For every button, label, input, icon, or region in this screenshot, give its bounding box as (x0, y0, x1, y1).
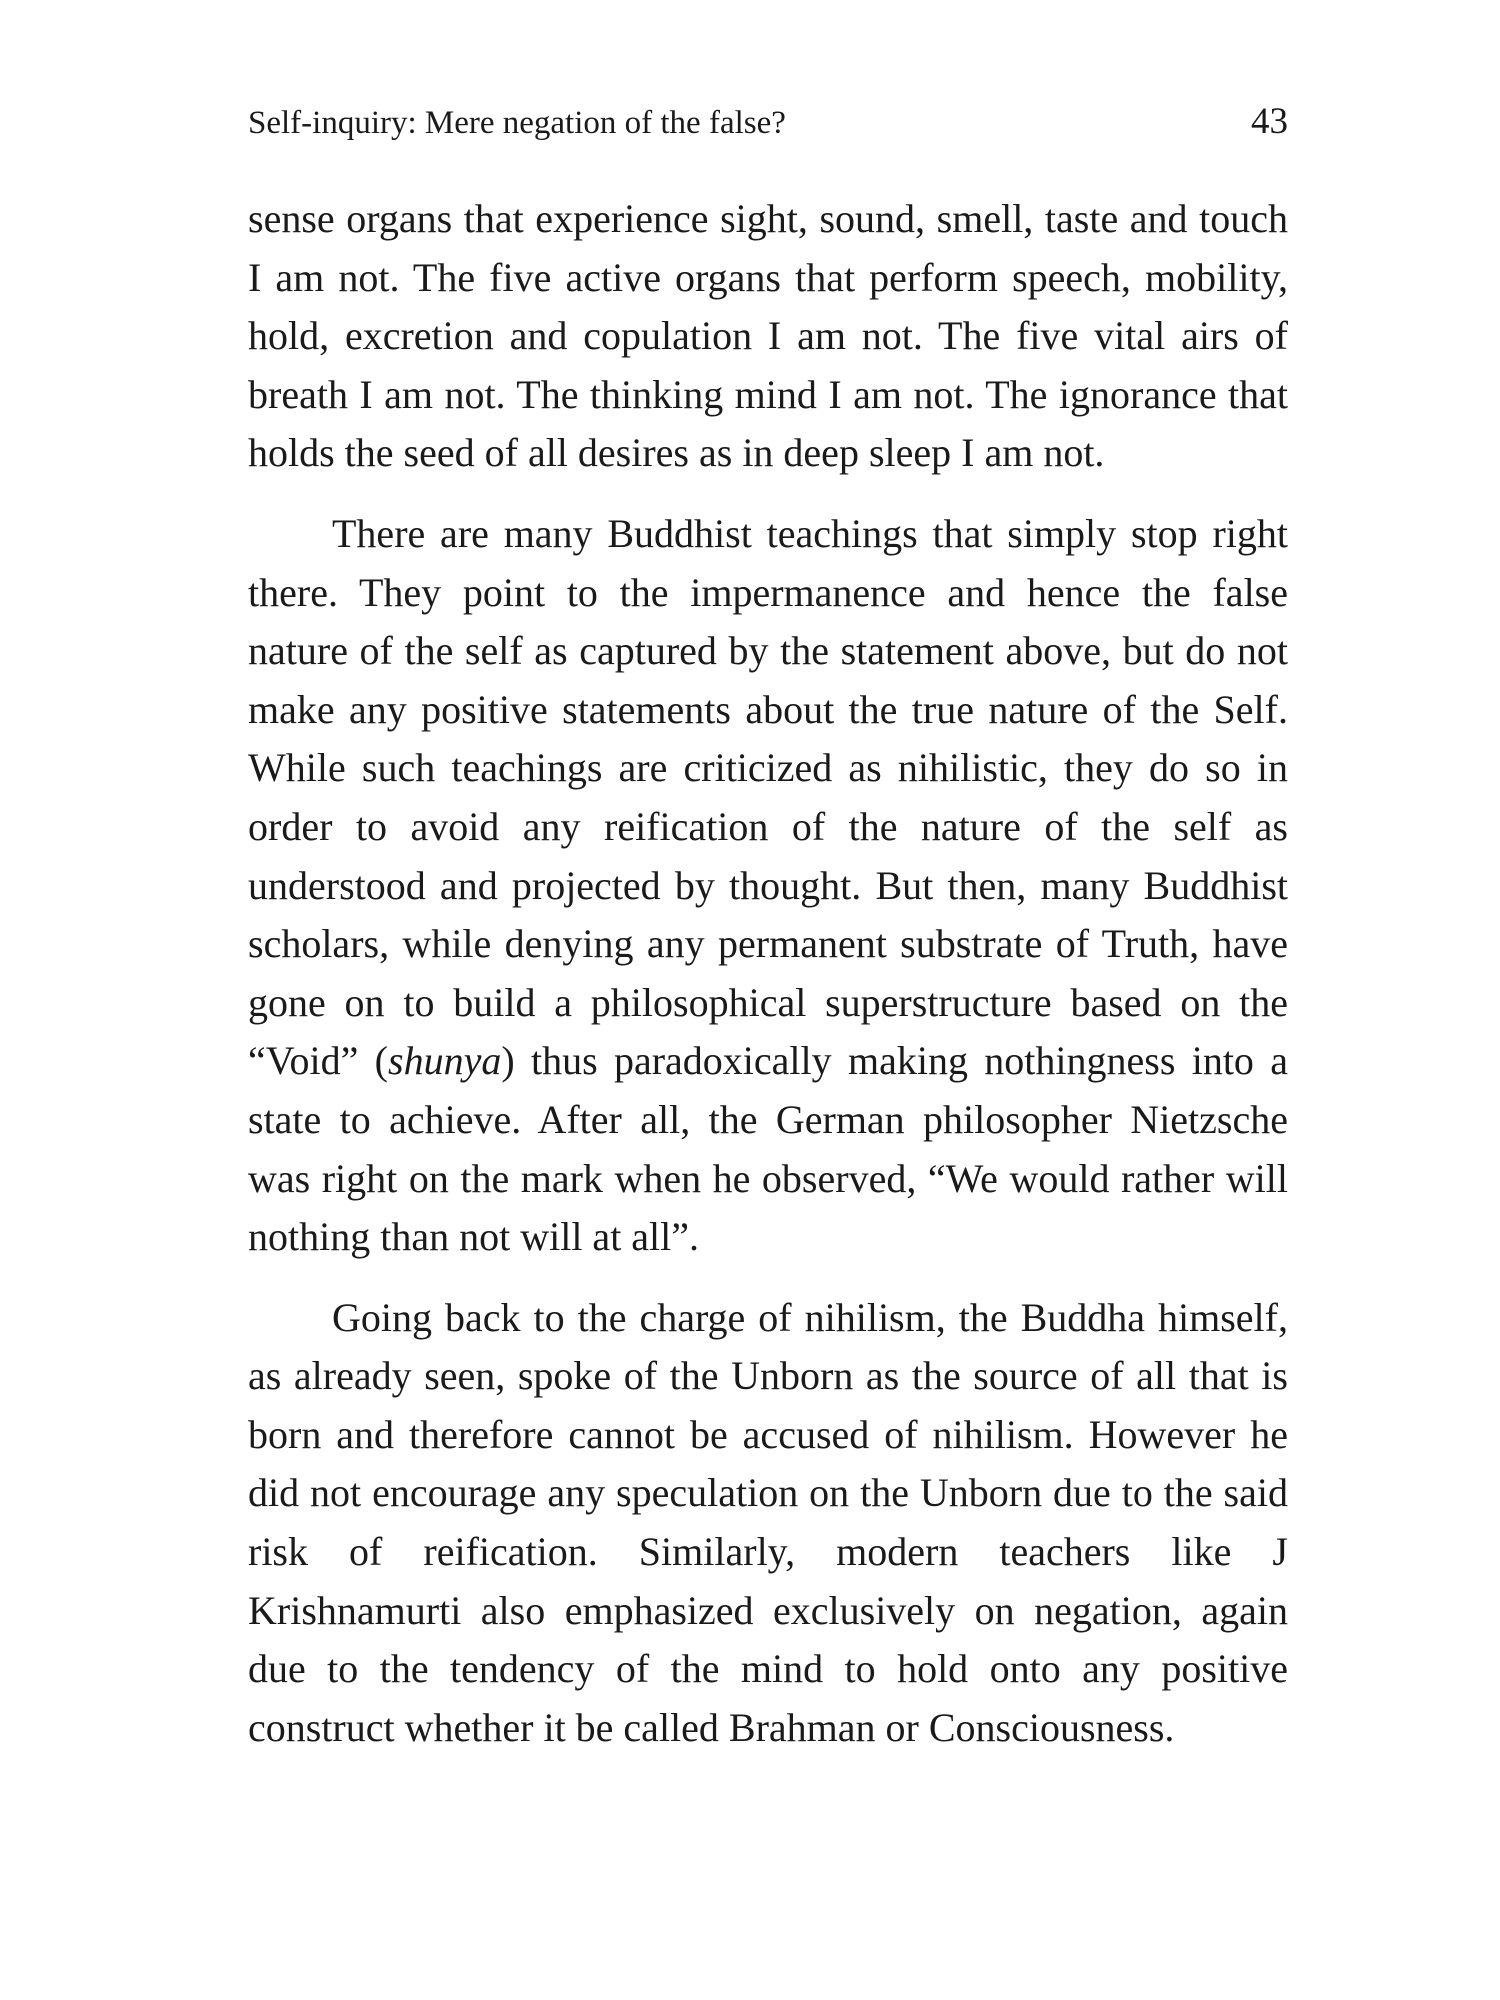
running-header-title: Self-inquiry: Mere negation of the false? (248, 105, 786, 141)
body-text (248, 190, 1288, 1757)
page-number: 43 (1251, 101, 1288, 142)
paragraph-text: There are many Buddhist teachings that simply stop right there. They point to the impermanence and hence the false nature of the self as captured by the statement above, but do not make any positive statements about the true nature of the Self. While such teachings are criticized as nihilistic, they do so in order to avoid any reification of the nature of the self as understood and projected by thought. But then, many Buddhist scholars, while denying any permanent substrate of Truth, have gone on to build a philosophical superstructure based on the “Void” ( (248, 510, 1288, 1084)
italic-term: shunya (388, 1038, 502, 1084)
paragraph-nihilism: Going back to the charge of nihilism, the Buddha himself, as already seen, spoke of the Unborn as the source of all that is born and therefore cannot be accused of nihilism. However he did not encourage any speculation on the Unborn due to the said risk of reification. Similarly, modern teachers like J Krishnamurti also emphasized exclusively on negation, again due to the tendency of the mind to hold onto any positive construct whether it be called Brahman or Consciousness. (248, 1294, 1288, 1750)
book-page (248, 100, 1288, 1779)
running-header (248, 100, 1288, 160)
paragraph-continued: sense organs that experience sight, sound, smell, taste and touch I am not. The five active organs that perform speech, mobility, hold, excretion and copulation I am not. The five vital airs of breath I am not. The thinking mind I am not. The ignorance that holds the seed of all desires as in deep sleep I am not. (248, 196, 1288, 476)
paragraph-text: ) thus paradoxically making nothingness into a state to achieve. After all, the German philosopher Nietzsche was right on the mark when he observed, “We would rather will nothing than not will at all”. (248, 1038, 1289, 1260)
paragraph-buddhist-teachings (248, 505, 1288, 1267)
